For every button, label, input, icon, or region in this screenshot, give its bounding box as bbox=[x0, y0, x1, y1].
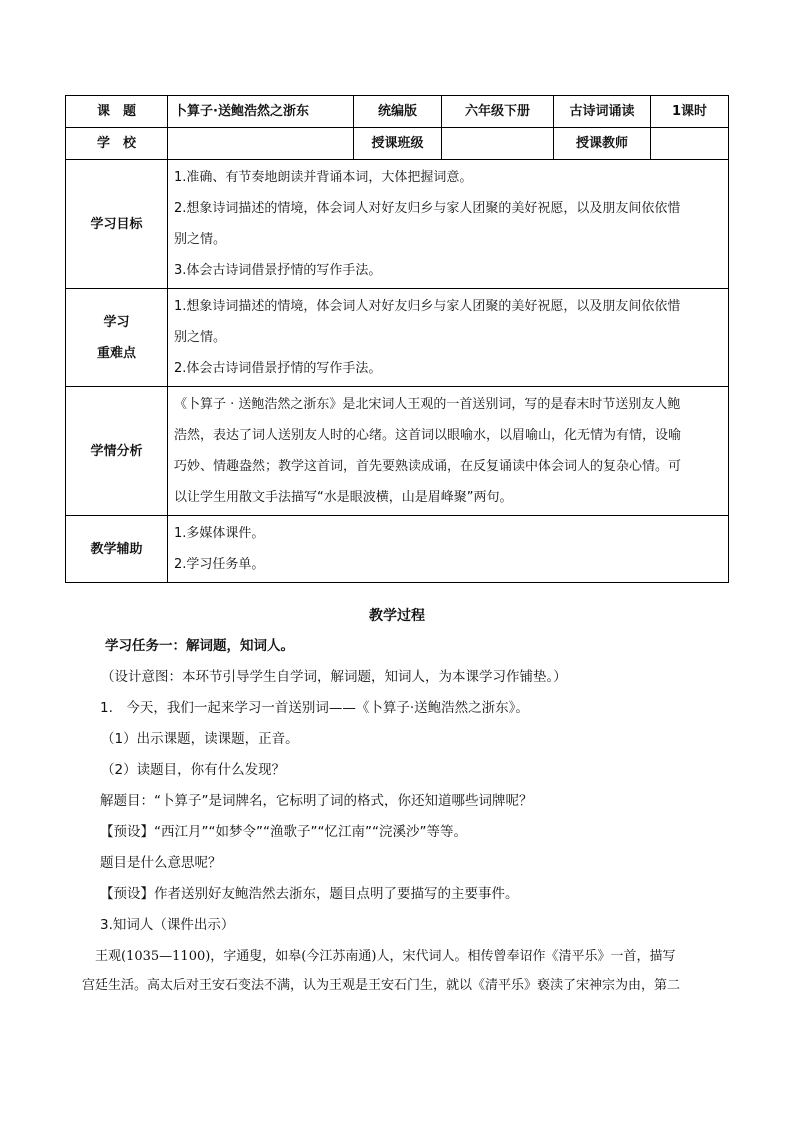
goals-label: 学习目标 bbox=[66, 160, 168, 289]
key-label-line: 重难点 bbox=[96, 345, 136, 361]
key-line: 2.体会古诗词借景抒情的写作手法。 bbox=[174, 361, 382, 376]
topic-label: 课 题 bbox=[66, 96, 168, 128]
question: 题目是什么意思呢？ bbox=[100, 855, 222, 871]
analysis-label: 学情分析 bbox=[66, 387, 168, 516]
analysis-line: 以让学生用散文手法描写“水是眼波横，山是眉峰聚”两句。 bbox=[174, 490, 513, 505]
table-row bbox=[66, 160, 729, 289]
class-value bbox=[442, 128, 554, 160]
aid-line: 2.学习任务单。 bbox=[174, 557, 265, 572]
author-bio bbox=[82, 942, 742, 1000]
analysis-content bbox=[168, 387, 729, 516]
goal-line: 1.准确、有节奏地朗读并背诵本词，大体把握词意。 bbox=[174, 170, 473, 185]
bio-line: 王观(1035—1100)，字通叟，如皋(今江苏南通)人，宋代词人。相传曾奉诏作《清平乐》一首，描写 bbox=[82, 949, 676, 964]
step-3: 3.知词人（课件出示） bbox=[100, 917, 235, 933]
key-line: 别之情。 bbox=[174, 330, 227, 345]
lesson-title: 卜算子·送鲍浩然之浙东 bbox=[168, 96, 354, 128]
key-points-label bbox=[66, 289, 168, 387]
edition-value: 统编版 bbox=[354, 96, 442, 128]
explain-title: 解题目：“卜算子”是词牌名，它标明了词的格式，你还知道哪些词牌呢？ bbox=[100, 793, 533, 809]
bio-line: 宫廷生活。高太后对王安石变法不满，认为王观是王安石门生，就以《清平乐》亵渎了宋神宗为由，第二 bbox=[82, 978, 681, 993]
table-row bbox=[66, 387, 729, 516]
process-title: 教学过程 bbox=[369, 608, 425, 624]
school-label: 学 校 bbox=[66, 128, 168, 160]
hours-value: 1课时 bbox=[651, 96, 729, 128]
preset-1: 【预设】“西江月”“如梦令”“渔歌子”“忆江南”“浣溪沙”等等。 bbox=[100, 824, 467, 840]
analysis-line: 巧妙、情趣盎然；教学这首词，首先要熟读成诵，在反复诵读中体会词人的复杂心情。可 bbox=[174, 459, 682, 474]
process-body bbox=[100, 631, 745, 941]
teacher-label: 授课教师 bbox=[554, 128, 651, 160]
key-line: 1.想象诗词描述的情境，体会词人对好友归乡与家人团聚的美好祝愿，以及朋友间依依惜 bbox=[174, 299, 681, 314]
design-intent: （设计意图：本环节引导学生自学词，解词题，知词人，为本课学习作铺垫。） bbox=[101, 669, 567, 685]
goals-content bbox=[168, 160, 729, 289]
aid-line: 1.多媒体课件。 bbox=[174, 526, 265, 541]
category-value: 古诗词诵读 bbox=[554, 96, 651, 128]
key-points-content bbox=[168, 289, 729, 387]
step-1: 1. 今天，我们一起来学习一首送别词——《卜算子·送鲍浩然之浙东》。 bbox=[100, 700, 529, 716]
goal-line: 2.想象诗词描述的情境，体会词人对好友归乡与家人团聚的美好祝愿，以及朋友间依依惜 bbox=[174, 201, 681, 216]
step-1b: （2）读题目，你有什么发现？ bbox=[101, 762, 286, 778]
grade-value: 六年级下册 bbox=[442, 96, 554, 128]
table-row bbox=[66, 289, 729, 387]
lesson-info-table bbox=[65, 95, 729, 583]
aids-label: 教学辅助 bbox=[66, 516, 168, 583]
table-row bbox=[66, 128, 729, 160]
analysis-line: 浩然，表达了词人送别友人时的心绪。这首词以眼喻水，以眉喻山，化无情为有情，设喻 bbox=[174, 428, 682, 443]
table-row bbox=[66, 516, 729, 583]
school-value bbox=[168, 128, 354, 160]
key-label-line: 学习 bbox=[103, 314, 130, 330]
class-label: 授课班级 bbox=[354, 128, 442, 160]
analysis-line: 《卜算子 · 送鲍浩然之浙东》是北宋词人王观的一首送别词，写的是春末时节送别友人鲍 bbox=[174, 397, 681, 412]
teacher-value bbox=[651, 128, 729, 160]
goal-line: 3.体会古诗词借景抒情的写作手法。 bbox=[174, 263, 382, 278]
aids-content bbox=[168, 516, 729, 583]
goal-line: 别之情。 bbox=[174, 232, 227, 247]
step-1a: （1）出示课题，读课题，正音。 bbox=[101, 731, 299, 747]
preset-2: 【预设】作者送别好友鲍浩然去浙东，题目点明了要描写的主要事件。 bbox=[100, 886, 519, 902]
task-heading: 学习任务一：解词题，知词人。 bbox=[105, 638, 294, 654]
table-row bbox=[66, 96, 729, 128]
